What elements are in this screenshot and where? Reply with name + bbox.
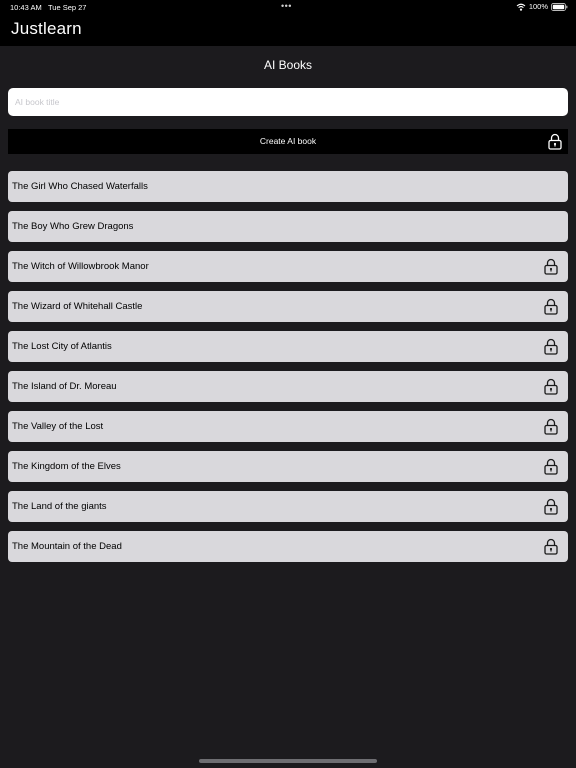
book-item[interactable]	[8, 331, 568, 362]
book-item[interactable]	[8, 491, 568, 522]
book-item[interactable]	[8, 291, 568, 322]
book-item[interactable]	[8, 171, 568, 202]
status-time: 10:43 AM	[10, 3, 42, 12]
book-title: The Mountain of the Dead	[12, 541, 122, 552]
book-title: The Kingdom of the Elves	[12, 461, 121, 472]
lock-icon	[544, 338, 558, 355]
book-title: The Land of the giants	[12, 501, 107, 512]
app-header	[0, 14, 576, 46]
lock-icon	[544, 378, 558, 395]
status-bar	[0, 0, 576, 14]
battery-icon	[551, 3, 568, 11]
page-title: AI Books	[263, 58, 313, 72]
book-item[interactable]	[8, 251, 568, 282]
lock-icon	[548, 133, 562, 150]
book-title: The Wizard of Whitehall Castle	[12, 301, 143, 312]
book-title: The Lost City of Atlantis	[12, 341, 112, 352]
status-time-date	[10, 3, 86, 12]
home-indicator[interactable]	[199, 759, 377, 763]
battery-percent: 100%	[528, 2, 548, 11]
lock-icon	[544, 258, 558, 275]
book-title: The Witch of Willowbrook Manor	[12, 261, 149, 272]
status-date: Tue Sep 27	[47, 3, 87, 12]
book-title: The Boy Who Grew Dragons	[12, 221, 134, 232]
book-item[interactable]	[8, 411, 568, 442]
main-content	[0, 46, 576, 768]
status-right	[516, 2, 568, 11]
multitasking-dots[interactable]: •••	[281, 1, 292, 11]
book-item[interactable]	[8, 531, 568, 562]
book-item[interactable]	[8, 211, 568, 242]
book-list	[8, 171, 568, 571]
lock-icon	[544, 538, 558, 555]
lock-icon	[544, 498, 558, 515]
book-item[interactable]	[8, 371, 568, 402]
wifi-icon	[516, 3, 526, 11]
book-title-input[interactable]	[8, 88, 568, 116]
book-title: The Island of Dr. Moreau	[12, 381, 117, 392]
lock-icon	[544, 418, 558, 435]
book-title: The Valley of the Lost	[12, 421, 104, 432]
lock-icon	[544, 458, 558, 475]
book-item[interactable]	[8, 451, 568, 482]
create-ai-book-label: Create AI book	[259, 136, 317, 146]
app-title: Justlearn	[11, 19, 82, 38]
book-title: The Girl Who Chased Waterfalls	[12, 181, 148, 192]
lock-icon	[544, 298, 558, 315]
create-ai-book-button[interactable]	[8, 129, 568, 154]
